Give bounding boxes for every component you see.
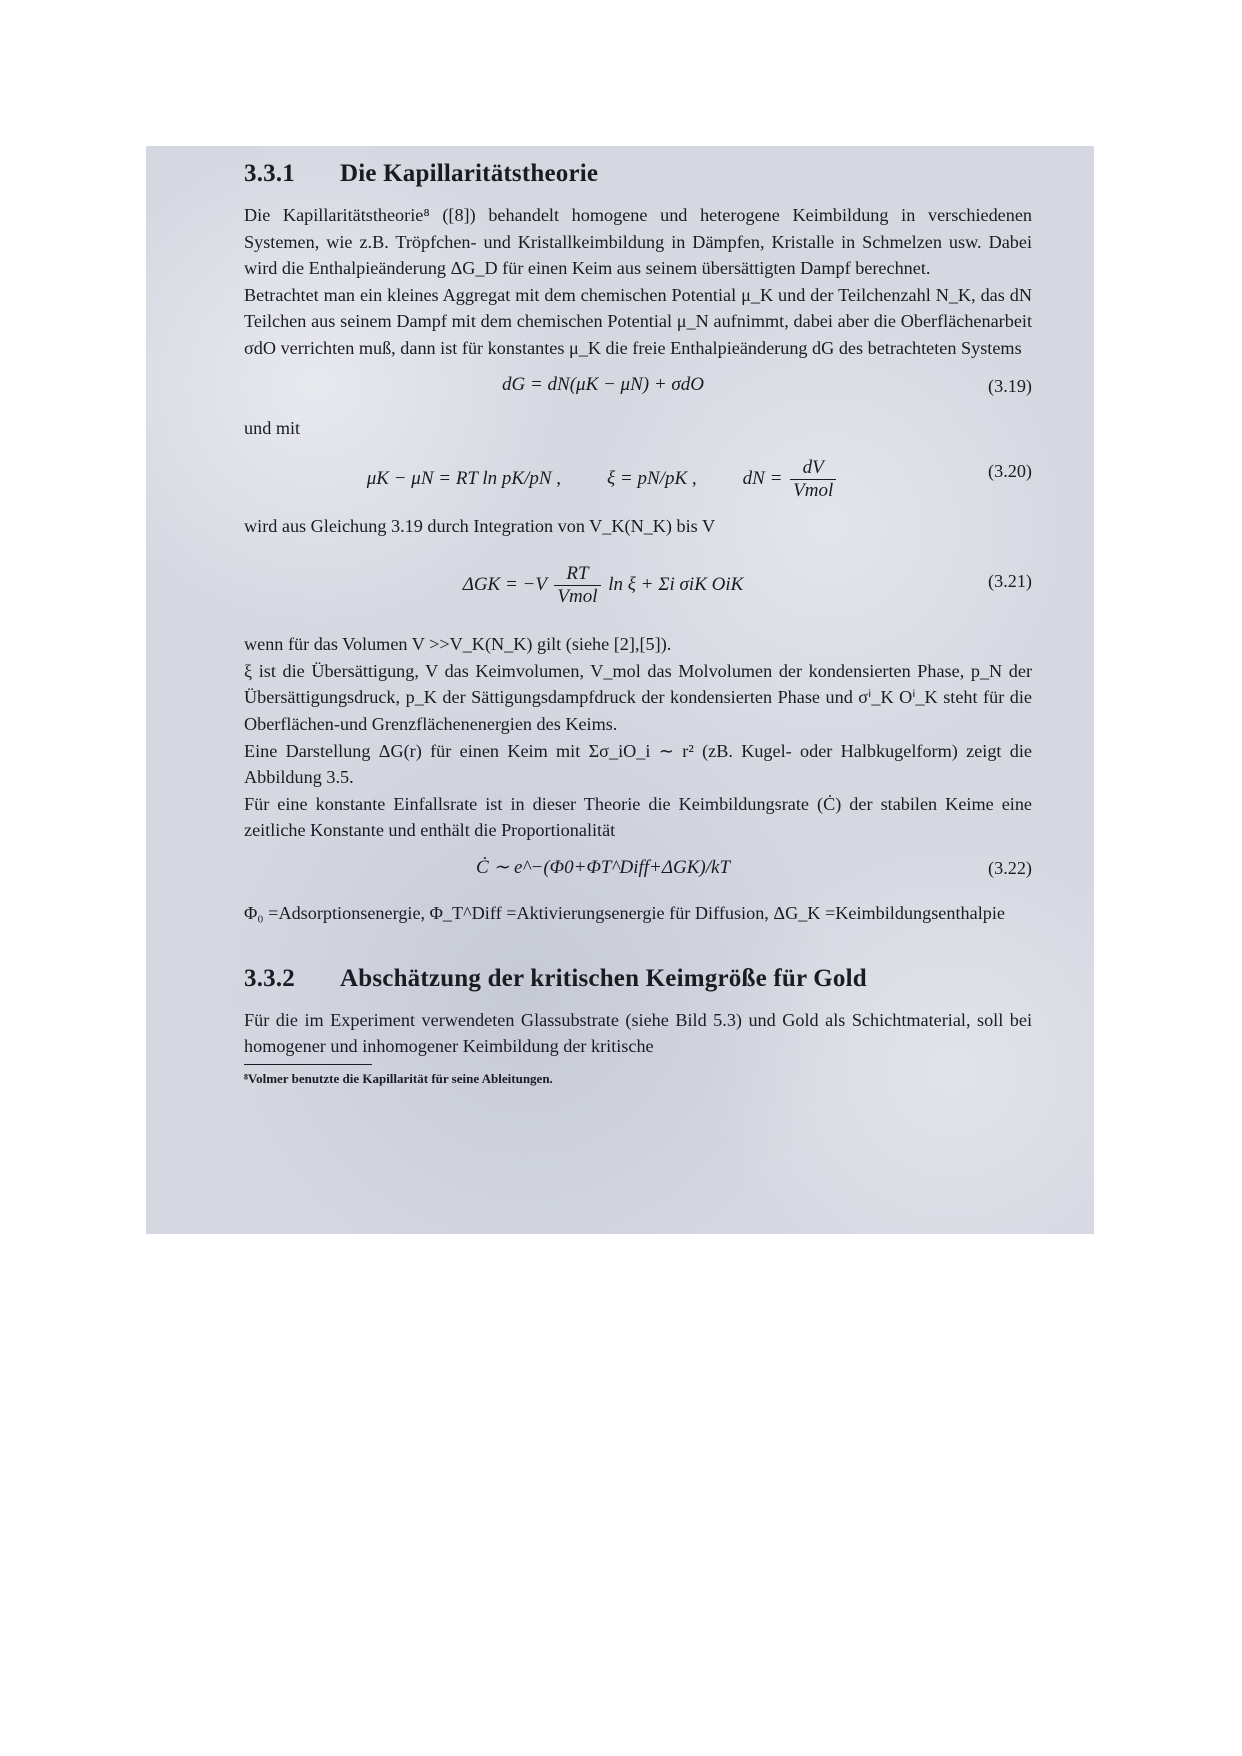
paragraph-definitions: ξ ist die Übersättigung, V das Keimvolumen, V_mol das Molvolumen der kondensierten Phase, p_N der Übersättigungsdruck, p_K der Sättigungsdampfdruck der kondensierten Phase und σⁱ_K Oⁱ_K steht für die Oberflächen-und Grenzflächenenergien des Keims.: [244, 660, 1032, 734]
equation-number: (3.21): [988, 571, 1032, 592]
paragraph-symbol-legend: Φ₀ =Adsorptionsenergie, Φ_T^Diff =Aktivierungsenergie für Diffusion, ΔG_K =Keimbildungsenthalpie: [244, 902, 1005, 923]
paragraph-integration: wird aus Gleichung 3.19 durch Integration von V_K(N_K) bis V: [244, 515, 716, 536]
scanned-page: [146, 146, 1094, 1234]
equation-3-20: [244, 439, 1032, 513]
equation-3-22: [244, 844, 1032, 900]
paragraph-nucleation-rate: Für eine konstante Einfallsrate ist in dieser Theorie die Keimbildungsrate (Ċ) der stabilen Keime eine zeitliche Konstante und enthält die Proportionalität: [244, 793, 1032, 841]
section-number: 3.3.2: [244, 964, 295, 992]
paragraph-aggregate: Betrachtet man ein kleines Aggregat mit dem chemischen Potential μ_K und der Teilchenzahl N_K, das dN Teilchen aus seinem Dampf mit dem chemischen Potential μ_N aufnimmt, dabei aber die Oberflächenarbeit σdO verrichten muß, dann ist für konstantes μ_K die freie Enthalpieänderung dG des betrachteten Systems: [244, 284, 1032, 358]
equation-number: (3.19): [988, 375, 1032, 396]
equation-3-21: [244, 539, 1032, 631]
equation-body: Ċ ∼ e^−(Φ0+ΦT^Diff+ΔGK)/kT: [475, 856, 731, 878]
equation-number: (3.20): [988, 460, 1032, 481]
equation-part-mu: μK − μN = RT ln pK/pN ,: [366, 467, 562, 489]
equation-right: ln ξ + Σi σiK OiK: [608, 574, 744, 596]
fraction-dv-vmol: $\frac{dV}{\text{Vmol}}$: [790, 457, 836, 502]
footnote: ⁸Volmer benutzte die Kapillarität für seine Ableitungen.: [244, 1070, 553, 1086]
section-title: Abschätzung der kritischen Keimgröße für Gold: [340, 964, 867, 992]
section-number: 3.3.1: [244, 160, 295, 187]
section-title: Die Kapillaritätstheorie: [340, 160, 599, 187]
equation-3-19: [244, 362, 1032, 418]
section-heading-3-3-2: [244, 965, 1032, 993]
fraction-rt-vmol: $\frac{RT}{\text{Vmol}}$: [554, 563, 600, 608]
equation-body: dG = dN(μK − μN) + σdO: [501, 373, 705, 395]
paragraph-intro: Die Kapillaritätstheorie⁸ ([8]) behandelt homogene und heterogene Keimbildung in verschiedenen Systemen, wie z.B. Tröpfchen- und Kristallkeimbildung in Dämpfen, Kristalle in Schmelzen usw. Dabei wird die Enthalpieänderung ΔG_D für einen Keim aus seinem übersättigten Dampf berechnet.: [244, 205, 1032, 279]
paragraph-volume-condition: wenn für das Volumen V >>V_K(N_K) gilt (siehe [2],[5]).: [244, 634, 672, 655]
paragraph-gold-estimate: Für die im Experiment verwendeten Glassubstrate (siehe Bild 5.3) und Gold als Schichtmaterial, soll bei homogener und inhomogener Keimbildung der kritische: [244, 1009, 1032, 1057]
equation-number: (3.22): [988, 857, 1032, 878]
footnote-rule: [244, 1064, 372, 1065]
equation-left: ΔGK = −V: [462, 574, 547, 596]
paragraph-figure-reference: Eine Darstellung ΔG(r) für einen Keim mit Σσ_iO_i ∼ r² (zB. Kugel- oder Halbkugelform) zeigt die Abbildung 3.5.: [244, 740, 1032, 788]
equation-part-dn: dN =: [742, 467, 783, 489]
equation-part-xi: ξ = pN/pK ,: [607, 467, 697, 489]
section-heading-3-3-1: [244, 160, 1032, 188]
lead-text: und mit: [244, 417, 301, 438]
page-content: [244, 160, 1032, 1087]
